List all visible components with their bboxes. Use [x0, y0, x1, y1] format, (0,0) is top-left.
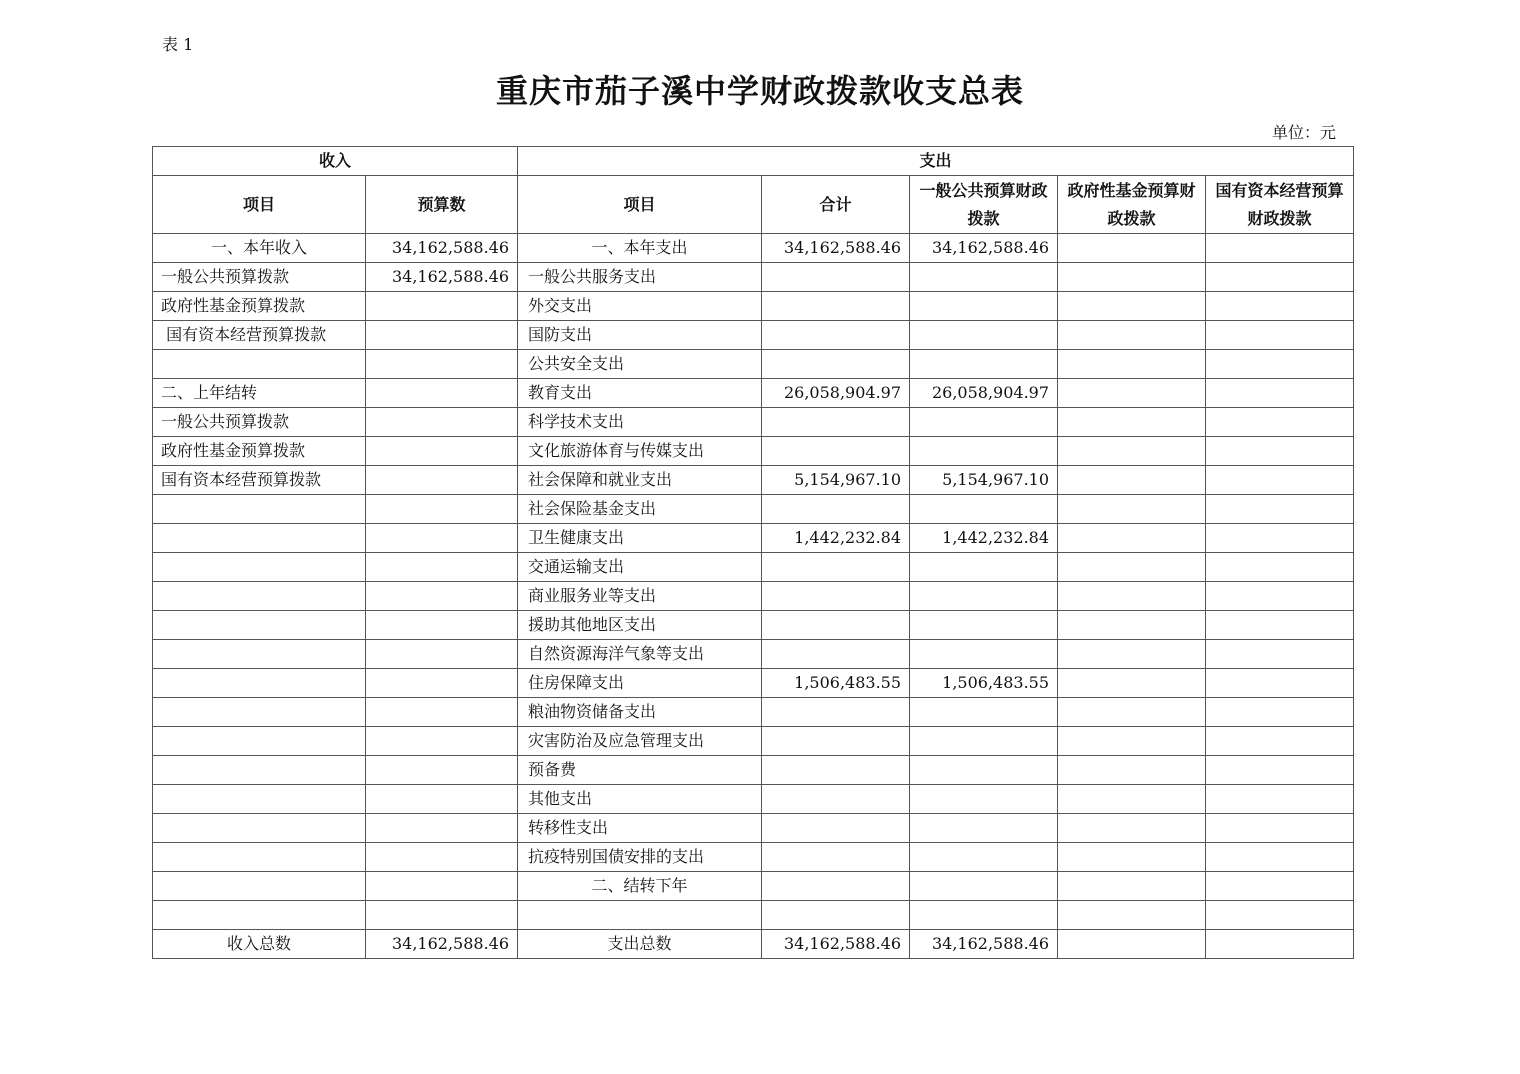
total-cell: [762, 263, 910, 292]
income-item-cell: [153, 727, 366, 756]
gov-fund-cell: [1058, 843, 1206, 872]
expense-item-cell: 一、本年支出: [518, 234, 762, 263]
column-header: 一般公共预算财政拨款: [910, 176, 1058, 234]
gov-fund-cell: [1058, 930, 1206, 959]
total-cell: [762, 872, 910, 901]
expense-item-cell: 预备费: [518, 756, 762, 785]
expense-item-cell: 文化旅游体育与传媒支出: [518, 437, 762, 466]
total-cell: 1,506,483.55: [762, 669, 910, 698]
income-item-cell: [153, 785, 366, 814]
table-row: [153, 785, 1354, 814]
unit-label: 单位：元: [1272, 123, 1337, 142]
column-header: 国有资本经营预算财政拨款: [1206, 176, 1354, 234]
income-item-cell: 收入总数: [153, 930, 366, 959]
total-cell: [762, 582, 910, 611]
general-budget-cell: [910, 843, 1058, 872]
total-cell: 5,154,967.10: [762, 466, 910, 495]
gov-fund-cell: [1058, 524, 1206, 553]
state-capital-cell: [1206, 727, 1354, 756]
gov-fund-cell: [1058, 292, 1206, 321]
table-body: [153, 234, 1354, 959]
income-item-cell: [153, 524, 366, 553]
gov-fund-cell: [1058, 669, 1206, 698]
state-capital-cell: [1206, 901, 1354, 930]
expense-item-cell: 交通运输支出: [518, 553, 762, 582]
gov-fund-cell: [1058, 640, 1206, 669]
general-budget-cell: [910, 611, 1058, 640]
income-amount-cell: [366, 408, 518, 437]
total-cell: [762, 640, 910, 669]
total-cell: [762, 408, 910, 437]
state-capital-cell: [1206, 292, 1354, 321]
income-item-cell: 二、上年结转: [153, 379, 366, 408]
state-capital-cell: [1206, 814, 1354, 843]
general-budget-cell: [910, 495, 1058, 524]
table-row: [153, 437, 1354, 466]
income-item-cell: [153, 901, 366, 930]
general-budget-cell: [910, 292, 1058, 321]
income-item-cell: [153, 669, 366, 698]
general-budget-cell: [910, 350, 1058, 379]
income-amount-cell: [366, 843, 518, 872]
general-budget-cell: [910, 872, 1058, 901]
gov-fund-cell: [1058, 263, 1206, 292]
total-cell: [762, 785, 910, 814]
total-cell: [762, 350, 910, 379]
state-capital-cell: [1206, 669, 1354, 698]
table-row: [153, 727, 1354, 756]
total-cell: [762, 698, 910, 727]
income-amount-cell: [366, 814, 518, 843]
general-budget-cell: 5,154,967.10: [910, 466, 1058, 495]
gov-fund-cell: [1058, 582, 1206, 611]
budget-summary-table: [152, 146, 1354, 959]
table-row: [153, 698, 1354, 727]
table-row: [153, 408, 1354, 437]
state-capital-cell: [1206, 263, 1354, 292]
general-budget-cell: [910, 901, 1058, 930]
income-header: 收入: [153, 147, 518, 176]
table-row: [153, 872, 1354, 901]
general-budget-cell: 26,058,904.97: [910, 379, 1058, 408]
total-cell: [762, 437, 910, 466]
table-row: [153, 669, 1354, 698]
table-row: [153, 814, 1354, 843]
total-cell: 26,058,904.97: [762, 379, 910, 408]
state-capital-cell: [1206, 640, 1354, 669]
table-row: [153, 843, 1354, 872]
table-row: [153, 553, 1354, 582]
gov-fund-cell: [1058, 350, 1206, 379]
expense-item-cell: 抗疫特别国债安排的支出: [518, 843, 762, 872]
column-header: 合计: [762, 176, 910, 234]
gov-fund-cell: [1058, 408, 1206, 437]
income-amount-cell: [366, 756, 518, 785]
income-item-cell: 一般公共预算拨款: [153, 263, 366, 292]
total-cell: [762, 495, 910, 524]
income-item-cell: [153, 756, 366, 785]
gov-fund-cell: [1058, 727, 1206, 756]
column-header: 项目: [518, 176, 762, 234]
gov-fund-cell: [1058, 321, 1206, 350]
table-row: [153, 640, 1354, 669]
general-budget-cell: [910, 727, 1058, 756]
state-capital-cell: [1206, 698, 1354, 727]
gov-fund-cell: [1058, 901, 1206, 930]
expense-item-cell: 社会保障和就业支出: [518, 466, 762, 495]
income-item-cell: [153, 814, 366, 843]
income-item-cell: 一般公共预算拨款: [153, 408, 366, 437]
income-item-cell: 政府性基金预算拨款: [153, 292, 366, 321]
gov-fund-cell: [1058, 698, 1206, 727]
state-capital-cell: [1206, 611, 1354, 640]
state-capital-cell: [1206, 466, 1354, 495]
income-amount-cell: [366, 698, 518, 727]
column-header: 政府性基金预算财政拨款: [1058, 176, 1206, 234]
table-row: [153, 495, 1354, 524]
table-row: [153, 582, 1354, 611]
income-amount-cell: [366, 785, 518, 814]
expense-item-cell: 援助其他地区支出: [518, 611, 762, 640]
table-row: [153, 292, 1354, 321]
state-capital-cell: [1206, 843, 1354, 872]
income-amount-cell: [366, 553, 518, 582]
state-capital-cell: [1206, 785, 1354, 814]
expense-item-cell: 社会保险基金支出: [518, 495, 762, 524]
income-item-cell: 国有资本经营预算拨款: [153, 466, 366, 495]
gov-fund-cell: [1058, 466, 1206, 495]
total-cell: [762, 321, 910, 350]
state-capital-cell: [1206, 321, 1354, 350]
expense-item-cell: 转移性支出: [518, 814, 762, 843]
general-budget-cell: 1,506,483.55: [910, 669, 1058, 698]
state-capital-cell: [1206, 437, 1354, 466]
income-amount-cell: [366, 669, 518, 698]
expense-item-cell: 支出总数: [518, 930, 762, 959]
state-capital-cell: [1206, 234, 1354, 263]
column-header: 预算数: [366, 176, 518, 234]
income-item-cell: 一、本年收入: [153, 234, 366, 263]
expense-item-cell: 公共安全支出: [518, 350, 762, 379]
income-item-cell: [153, 872, 366, 901]
expense-item-cell: 外交支出: [518, 292, 762, 321]
income-amount-cell: [366, 582, 518, 611]
table-row: [153, 321, 1354, 350]
gov-fund-cell: [1058, 495, 1206, 524]
gov-fund-cell: [1058, 437, 1206, 466]
general-budget-cell: 34,162,588.46: [910, 234, 1058, 263]
table-row: [153, 466, 1354, 495]
gov-fund-cell: [1058, 756, 1206, 785]
income-amount-cell: [366, 901, 518, 930]
income-item-cell: [153, 611, 366, 640]
expense-item-cell: 科学技术支出: [518, 408, 762, 437]
income-item-cell: [153, 582, 366, 611]
gov-fund-cell: [1058, 872, 1206, 901]
income-amount-cell: [366, 379, 518, 408]
total-cell: 34,162,588.46: [762, 930, 910, 959]
total-cell: [762, 611, 910, 640]
state-capital-cell: [1206, 408, 1354, 437]
table-row: [153, 756, 1354, 785]
general-budget-cell: [910, 408, 1058, 437]
income-amount-cell: [366, 524, 518, 553]
general-budget-cell: [910, 785, 1058, 814]
total-cell: [762, 553, 910, 582]
general-budget-cell: [910, 756, 1058, 785]
table-row: [153, 901, 1354, 930]
column-header: 项目: [153, 176, 366, 234]
expense-item-cell: 教育支出: [518, 379, 762, 408]
state-capital-cell: [1206, 872, 1354, 901]
gov-fund-cell: [1058, 785, 1206, 814]
income-amount-cell: 34,162,588.46: [366, 263, 518, 292]
expense-item-cell: 国防支出: [518, 321, 762, 350]
general-budget-cell: [910, 437, 1058, 466]
expense-item-cell: 一般公共服务支出: [518, 263, 762, 292]
total-cell: [762, 901, 910, 930]
gov-fund-cell: [1058, 234, 1206, 263]
total-cell: [762, 292, 910, 321]
expense-item-cell: 灾害防治及应急管理支出: [518, 727, 762, 756]
income-amount-cell: [366, 495, 518, 524]
income-amount-cell: [366, 872, 518, 901]
state-capital-cell: [1206, 553, 1354, 582]
expense-header: 支出: [518, 147, 1354, 176]
general-budget-cell: 34,162,588.46: [910, 930, 1058, 959]
income-amount-cell: 34,162,588.46: [366, 930, 518, 959]
gov-fund-cell: [1058, 611, 1206, 640]
gov-fund-cell: [1058, 814, 1206, 843]
gov-fund-cell: [1058, 553, 1206, 582]
general-budget-cell: [910, 640, 1058, 669]
general-budget-cell: [910, 698, 1058, 727]
income-item-cell: [153, 553, 366, 582]
income-item-cell: 政府性基金预算拨款: [153, 437, 366, 466]
table-row: [153, 930, 1354, 959]
page-title: 重庆市茄子溪中学财政拨款收支总表: [495, 72, 1024, 110]
income-amount-cell: [366, 292, 518, 321]
expense-item-cell: 住房保障支出: [518, 669, 762, 698]
general-budget-cell: [910, 263, 1058, 292]
income-amount-cell: 34,162,588.46: [366, 234, 518, 263]
expense-item-cell: 卫生健康支出: [518, 524, 762, 553]
total-cell: [762, 756, 910, 785]
income-amount-cell: [366, 727, 518, 756]
income-amount-cell: [366, 640, 518, 669]
income-amount-cell: [366, 437, 518, 466]
total-cell: [762, 727, 910, 756]
gov-fund-cell: [1058, 379, 1206, 408]
state-capital-cell: [1206, 756, 1354, 785]
general-budget-cell: [910, 582, 1058, 611]
table-row: [153, 524, 1354, 553]
state-capital-cell: [1206, 582, 1354, 611]
expense-item-cell: 其他支出: [518, 785, 762, 814]
state-capital-cell: [1206, 524, 1354, 553]
general-budget-cell: [910, 553, 1058, 582]
income-amount-cell: [366, 611, 518, 640]
income-item-cell: [153, 495, 366, 524]
income-item-cell: [153, 698, 366, 727]
expense-item-cell: 自然资源海洋气象等支出: [518, 640, 762, 669]
general-budget-cell: [910, 321, 1058, 350]
table-row: [153, 611, 1354, 640]
total-cell: [762, 814, 910, 843]
income-amount-cell: [366, 350, 518, 379]
table-row: [153, 234, 1354, 263]
expense-item-cell: 二、结转下年: [518, 872, 762, 901]
table-row: [153, 350, 1354, 379]
general-budget-cell: [910, 814, 1058, 843]
income-item-cell: 国有资本经营预算拨款: [153, 321, 366, 350]
income-item-cell: [153, 843, 366, 872]
total-cell: 1,442,232.84: [762, 524, 910, 553]
state-capital-cell: [1206, 350, 1354, 379]
total-cell: 34,162,588.46: [762, 234, 910, 263]
income-amount-cell: [366, 321, 518, 350]
total-cell: [762, 843, 910, 872]
income-item-cell: [153, 640, 366, 669]
state-capital-cell: [1206, 495, 1354, 524]
state-capital-cell: [1206, 379, 1354, 408]
expense-item-cell: 商业服务业等支出: [518, 582, 762, 611]
table-row: [153, 379, 1354, 408]
table-row: [153, 263, 1354, 292]
income-amount-cell: [366, 466, 518, 495]
state-capital-cell: [1206, 930, 1354, 959]
income-item-cell: [153, 350, 366, 379]
expense-item-cell: [518, 901, 762, 930]
table-number-label: 表 1: [162, 35, 194, 54]
expense-item-cell: 粮油物资储备支出: [518, 698, 762, 727]
general-budget-cell: 1,442,232.84: [910, 524, 1058, 553]
